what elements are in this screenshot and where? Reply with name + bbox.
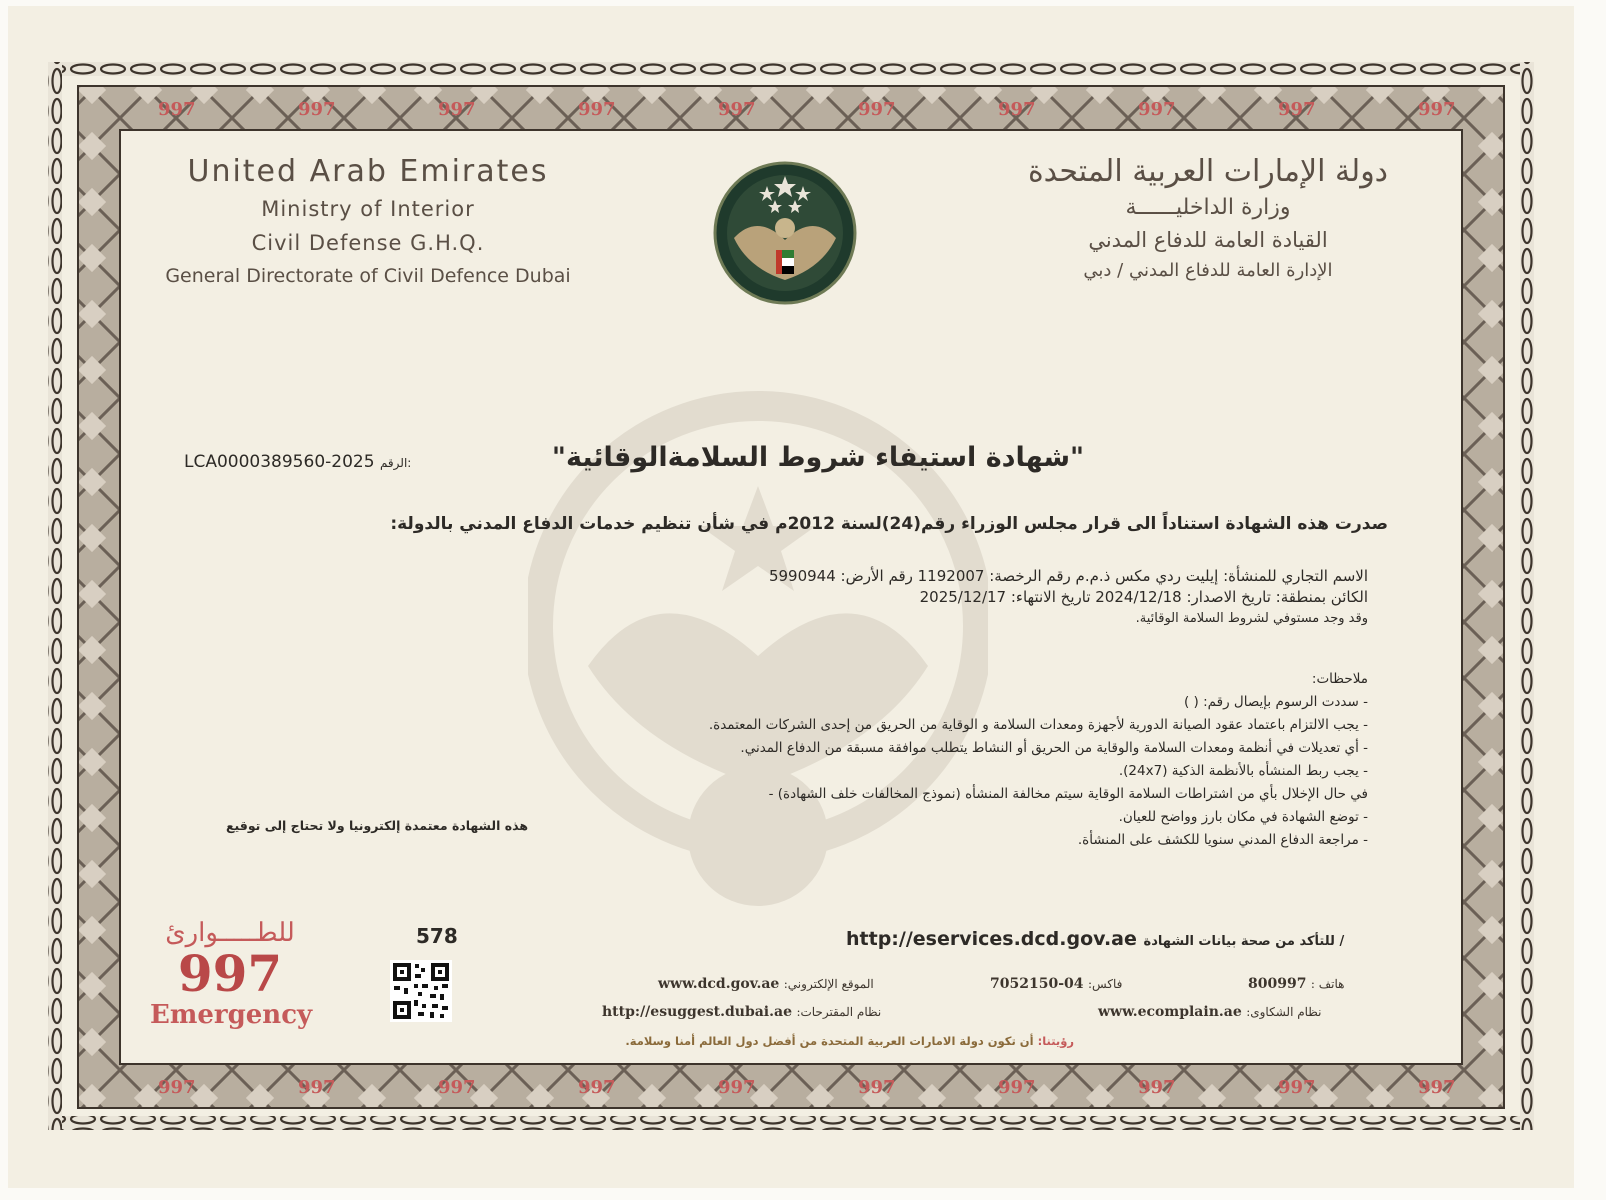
header-en-ghq: Civil Defense G.H.Q. [251, 231, 485, 255]
border-997-motif: 997 [858, 1077, 896, 1098]
certificate-page [8, 6, 1574, 1188]
note-4: - يجب ربط المنشأه بالأنظمة الذكية (24x7). [1118, 763, 1368, 779]
lattice-band-left [78, 86, 120, 1108]
note-3: - أي تعديلات في أنظمة ومعدات السلامة والوقاية من الحريق أو النشاط يتطلب موافقة مسبقة من الدفاع المدني. [740, 740, 1368, 756]
chain-band-left [48, 62, 62, 1130]
note-7: - مراجعة الدفاع المدني سنويا للكشف على المنشأة. [1077, 832, 1368, 848]
chain-band-right [1520, 62, 1534, 1130]
phone-value: 800997 [1248, 976, 1307, 992]
electronic-signature-note: هذه الشهادة معتمدة إلكترونيا ولا تحتاج إلى توقيع [226, 818, 528, 833]
website-value[interactable]: www.dcd.gov.ae [658, 976, 780, 992]
uae-ministry-emblem-icon [712, 158, 858, 308]
fax-value: 04-7052150 [990, 976, 1084, 992]
header-en-country: United Arab Emirates [187, 154, 549, 189]
phone-label: هاتف : [1310, 977, 1345, 991]
border-997-motif: 997 [1418, 1077, 1456, 1098]
certificate-title: "شهادة استيفاء شروط السلامةالوقائية" [551, 442, 1085, 473]
lattice-band-right [1462, 86, 1504, 1108]
qr-code-icon[interactable] [390, 960, 452, 1022]
vision-label: رؤيتنا: [1037, 1034, 1074, 1048]
header-ar-ghq: القيادة العامة للدفاع المدني [1088, 228, 1328, 252]
qr-number: 578 [416, 924, 458, 948]
certificate-number-value: LCA0000389560-2025 [184, 452, 375, 472]
certificate-intro: صدرت هذه الشهادة استناداً الى قرار مجلس الوزراء رقم(24)لسنة 2012م في شأن تنظيم خدمات الدفاع المدني بالدولة: [390, 514, 1388, 534]
border-997-motif: 997 [1138, 1077, 1176, 1098]
details-line-1: الاسم التجاري للمنشأة: إيليت ردي مكس ذ.م.م رقم الرخصة: 1192007 رقم الأرض: 5990944 [768, 567, 1368, 585]
vision-text: أن تكون دولة الامارات العربية المتحدة من أفضل دول العالم أمنا وسلامة. [625, 1034, 1034, 1048]
note-6: - توضع الشهادة في مكان بارز وواضح للعيان. [1118, 809, 1368, 825]
website-label: الموقع الإلكتروني: [783, 977, 874, 991]
complaints-value[interactable]: www.ecomplain.ae [1098, 1004, 1242, 1020]
chain-band-top [48, 62, 1534, 76]
border-997-motif: 997 [998, 99, 1036, 120]
header-ar-ministry: وزارة الداخليــــــة [1125, 195, 1291, 220]
certificate-number-label: الرقم: [379, 456, 412, 470]
border-997-motif: 997 [578, 99, 616, 120]
fax-info [990, 976, 1122, 992]
border-997-motif: 997 [578, 1077, 616, 1098]
website-info [658, 976, 874, 992]
border-997-motif: 997 [1418, 99, 1456, 120]
fax-label: فاكس: [1087, 977, 1123, 991]
details-line-3: وقد وجد مستوفي لشروط السلامة الوقائية. [1135, 611, 1368, 626]
border-997-motif: 997 [158, 99, 196, 120]
header-ar-directorate: الإدارة العامة للدفاع المدني / دبي [1083, 260, 1333, 281]
chain-band-bottom [48, 1116, 1534, 1130]
border-997-motif: 997 [1278, 99, 1316, 120]
header-ar-country: دولة الإمارات العربية المتحدة [1027, 154, 1389, 189]
border-997-motif: 997 [1138, 99, 1176, 120]
verify-label: للتأكد من صحة بيانات الشهادة / [1143, 934, 1345, 949]
phone-info [1248, 976, 1345, 992]
emergency-number: 997 [177, 944, 283, 1003]
border-997-motif: 997 [298, 1077, 336, 1098]
certificate-number [184, 452, 484, 472]
border-997-motif: 997 [718, 1077, 756, 1098]
details-line-2: الكائن بمنطقة: تاريخ الاصدار: 2024/12/18 تاريخ الانتهاء: 2025/12/17 [919, 588, 1368, 606]
border-997-motif: 997 [438, 99, 476, 120]
header-en-directorate: General Directorate of Civil Defence Dubai [165, 265, 571, 287]
border-997-motif: 997 [1278, 1077, 1316, 1098]
border-997-motif: 997 [298, 99, 336, 120]
notes-title: ملاحظات: [1311, 671, 1368, 687]
note-2: - يجب الالتزام باعتماد عقود الصيانة الدورية لأجهزة ومعدات السلامة و الوقاية من الحريق من إحدى الشركات المعتمدة. [708, 717, 1368, 733]
verify-line [846, 928, 1386, 950]
suggestions-info [602, 1004, 881, 1020]
header-en-ministry: Ministry of Interior [261, 197, 475, 221]
note-1: - سددت الرسوم بإيصال رقم: ( ) [1184, 694, 1368, 710]
complaints-info [1098, 1004, 1321, 1020]
emergency-arabic: للطـــــوارئ [165, 918, 295, 948]
border-997-motif: 997 [718, 99, 756, 120]
complaints-label: نظام الشكاوى: [1246, 1005, 1322, 1019]
border-997-motif: 997 [998, 1077, 1036, 1098]
suggestions-value[interactable]: http://esuggest.dubai.ae [602, 1004, 792, 1020]
suggestions-label: نظام المقترحات: [796, 1005, 882, 1019]
border-997-motif: 997 [438, 1077, 476, 1098]
vision-line [514, 1034, 1074, 1048]
note-5: في حال الإخلال بأي من اشتراطات السلامة الوقاية سيتم مخالفة المنشأه (نموذج المخالفات خلف الشهادة) - [768, 786, 1368, 802]
verify-url[interactable]: http://eservices.dcd.gov.ae [846, 928, 1137, 950]
border-997-motif: 997 [858, 99, 896, 120]
emergency-english: Emergency [150, 1000, 313, 1030]
border-997-motif: 997 [158, 1077, 196, 1098]
